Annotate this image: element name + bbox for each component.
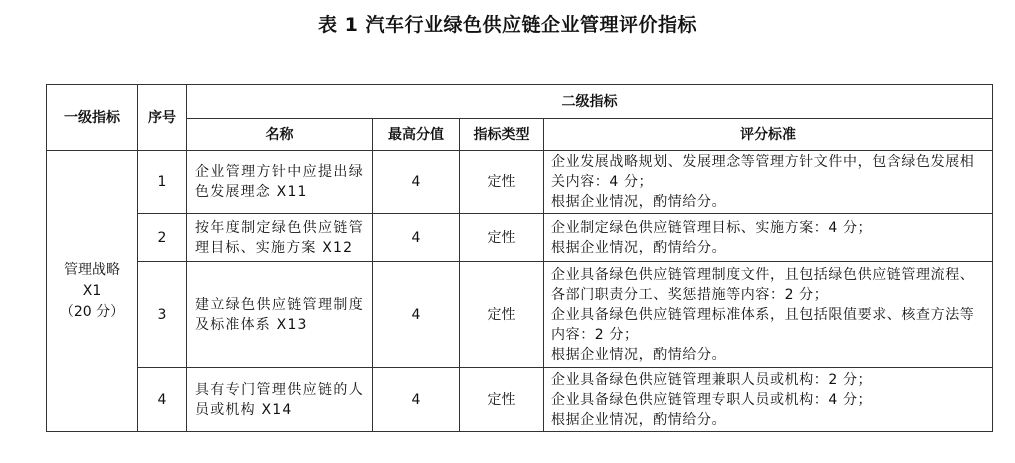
category-name: 管理战略 — [64, 261, 120, 278]
header-type: 指标类型 — [460, 119, 544, 151]
row-max-score: 4 — [373, 368, 460, 432]
evaluation-table — [46, 84, 993, 432]
criteria-line: 企业制定绿色供应链管理目标、实施方案：4 分； — [551, 219, 873, 236]
row-max-score: 4 — [373, 151, 460, 214]
row-criteria — [544, 151, 993, 214]
row-seq: 1 — [138, 151, 187, 214]
category-code: X1 — [82, 282, 102, 299]
criteria-line: 企业具备绿色供应链管理专职人员或机构：4 分； — [551, 391, 873, 408]
table-row — [47, 214, 993, 262]
table-row — [47, 368, 993, 432]
table-title: 表 1 汽车行业绿色供应链企业管理评价指标 — [318, 14, 697, 36]
row-criteria — [544, 214, 993, 262]
row-criteria — [544, 262, 993, 368]
criteria-line: 企业发展战略规划、发展理念等管理方针文件中，包含绿色发展相关内容：4 分； — [551, 154, 975, 190]
criteria-line: 根据企业情况，酌情给分。 — [551, 411, 727, 428]
category-cell — [47, 151, 138, 432]
criteria-line: 企业具备绿色供应链管理标准体系，且包括限值要求、核查方法等内容：2 分； — [551, 306, 975, 343]
header-level1: 一级指标 — [47, 85, 138, 151]
header-name: 名称 — [187, 119, 373, 151]
row-name: 企业管理方针中应提出绿色发展理念 X11 — [187, 151, 373, 214]
header-row-top — [47, 85, 993, 119]
table-row — [47, 262, 993, 368]
row-name: 建立绿色供应链管理制度及标准体系 X13 — [187, 262, 373, 368]
row-type: 定性 — [460, 368, 544, 432]
header-row-sub — [47, 119, 993, 151]
row-max-score: 4 — [373, 262, 460, 368]
header-criteria: 评分标准 — [544, 119, 993, 151]
row-criteria — [544, 368, 993, 432]
criteria-line: 根据企业情况，酌情给分。 — [551, 346, 727, 363]
row-seq: 3 — [138, 262, 187, 368]
row-name: 按年度制定绿色供应链管理目标、实施方案 X12 — [187, 214, 373, 262]
header-seq: 序号 — [138, 85, 187, 151]
criteria-line: 企业具备绿色供应链管理兼职人员或机构：2 分； — [551, 371, 873, 388]
row-seq: 4 — [138, 368, 187, 432]
criteria-line: 根据企业情况，酌情给分。 — [551, 239, 727, 256]
table-row — [47, 151, 993, 214]
row-max-score: 4 — [373, 214, 460, 262]
criteria-line: 企业具备绿色供应链管理制度文件，且包括绿色供应链管理流程、各部门职责分工、奖惩措施等内容：2 分； — [551, 266, 975, 303]
row-type: 定性 — [460, 151, 544, 214]
row-name: 具有专门管理供应链的人员或机构 X14 — [187, 368, 373, 432]
criteria-line: 根据企业情况，酌情给分。 — [551, 194, 727, 210]
header-level2: 二级指标 — [187, 85, 993, 119]
header-max-score: 最高分值 — [373, 119, 460, 151]
row-type: 定性 — [460, 262, 544, 368]
category-points: （20 分） — [59, 303, 125, 320]
row-type: 定性 — [460, 214, 544, 262]
row-seq: 2 — [138, 214, 187, 262]
